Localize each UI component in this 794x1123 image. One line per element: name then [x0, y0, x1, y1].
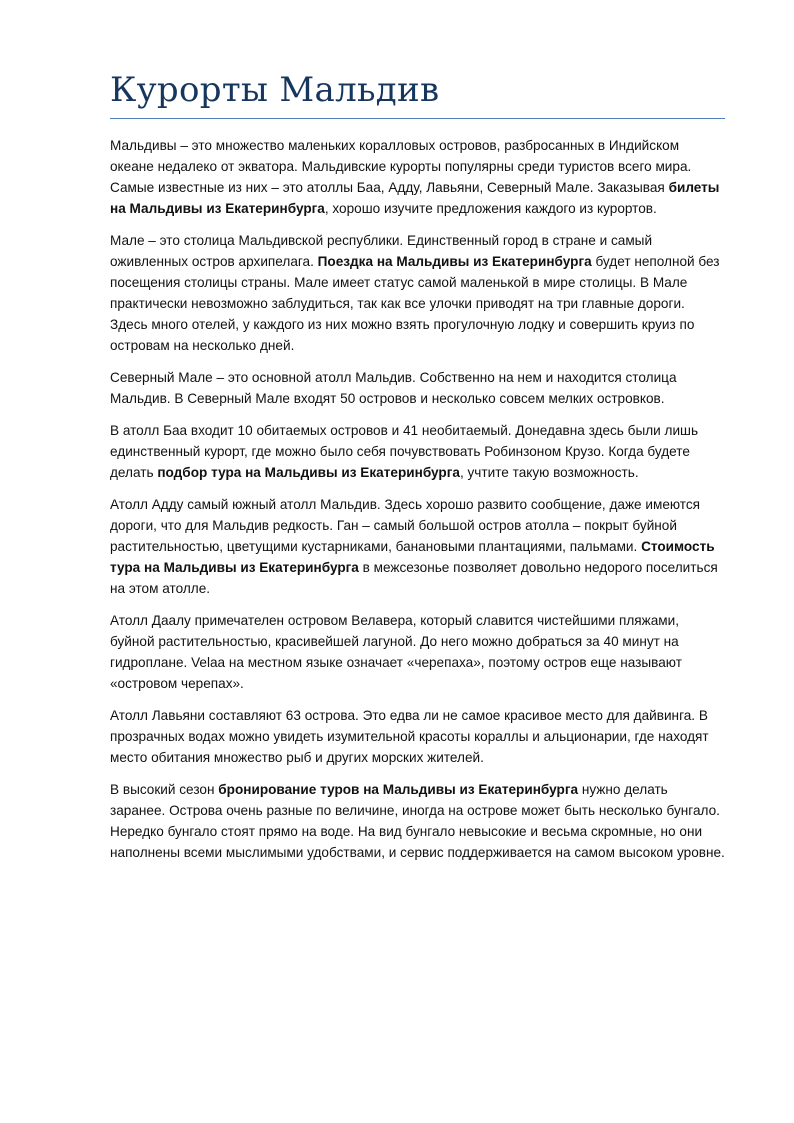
text-run: Мальдивы – это множество маленьких коралловых островов, разбросанных в Индийском океане недалеко от экватора. Мальдивские курорты популярны среди туристов всего мира. Самые известные из них – это атоллы Баа, Адду, Лавьяни, Северный Мале. Заказывая — [110, 138, 692, 195]
bold-text-run: подбор тура на Мальдивы из Екатеринбурга — [157, 465, 460, 480]
text-run: в межсезонье позволяет довольно недорого поселиться на этом атолле. — [110, 560, 718, 596]
paragraph — [110, 135, 725, 219]
text-run: Мале – это столица Мальдивской республики. Единственный город в стране и самый оживленных остров архипелага. — [110, 233, 653, 269]
text-run: нужно делать заранее. Острова очень разные по величине, иногда на острове может быть несколько бунгало. Нередко бунгало стоят прямо на воде. На вид бунгало невысокие и весьма скромные, но они наполнены всеми мыслимыми удобствами, и сервис поддерживается на самом высоком уровне. — [110, 782, 725, 860]
text-run: Северный Мале – это основной атолл Мальдив. Собственно на нем и находится столица Мальдив. В Северный Мале входят 50 островов и несколько совсем мелких островков. — [110, 370, 677, 406]
paragraph — [110, 610, 725, 694]
paragraph — [110, 705, 725, 768]
text-run: будет неполной без посещения столицы страны. Мале имеет статус самой маленькой в мире столицы. В Мале практически невозможно заблудиться, так как все улочки приводят на три главные дороги. Здесь много отелей, у каждого из них можно взять прогулочную лодку и совершить круиз по островам на несколько дней. — [110, 254, 720, 353]
paragraph — [110, 230, 725, 356]
bold-text-run: Стоимость тура на Мальдивы из Екатеринбурга — [110, 539, 715, 575]
text-run: Атолл Лавьяни составляют 63 острова. Это едва ли не самое красивое место для дайвинга. В прозрачных водах можно увидеть изумительной красоты кораллы и альционарии, где находят место обитания множество рыб и других морских жителей. — [110, 708, 709, 765]
paragraph — [110, 779, 725, 863]
document-page — [110, 68, 725, 874]
bold-text-run: билеты на Мальдивы из Екатеринбурга — [110, 180, 720, 216]
bold-text-run: Поездка на Мальдивы из Екатеринбурга — [317, 254, 592, 269]
text-run: Атолл Даалу примечателен островом Велавера, который славится чистейшими пляжами, буйной растительностью, красивейшей лагуной. До него можно добраться за 40 минут на гидроплане. Velaa на местном языке означает «черепаха», поэтому остров еще называют «островом черепах». — [110, 613, 682, 691]
text-run: Атолл Адду самый южный атолл Мальдив. Здесь хорошо развито сообщение, даже имеются дороги, что для Мальдив редкость. Ган – самый большой остров атолла – покрыт буйной растительностью, цветущими кустарниками, банановыми плантациями, пальмами. — [110, 497, 701, 554]
paragraph — [110, 420, 725, 483]
paragraph — [110, 367, 725, 409]
text-run: , хорошо изучите предложения каждого из курортов. — [324, 201, 657, 216]
page-title: Курорты Мальдив — [110, 68, 725, 119]
text-run: В атолл Баа входит 10 обитаемых островов и 41 необитаемый. Донедавна здесь были лишь единственный курорт, где можно было себя почувствовать Робинзоном Крузо. Когда будете делать — [110, 423, 699, 480]
bold-text-run: бронирование туров на Мальдивы из Екатеринбурга — [218, 782, 579, 797]
document-body — [110, 135, 725, 863]
text-run: , учтите такую возможность. — [459, 465, 639, 480]
text-run: В высокий сезон — [110, 782, 219, 797]
paragraph — [110, 494, 725, 599]
